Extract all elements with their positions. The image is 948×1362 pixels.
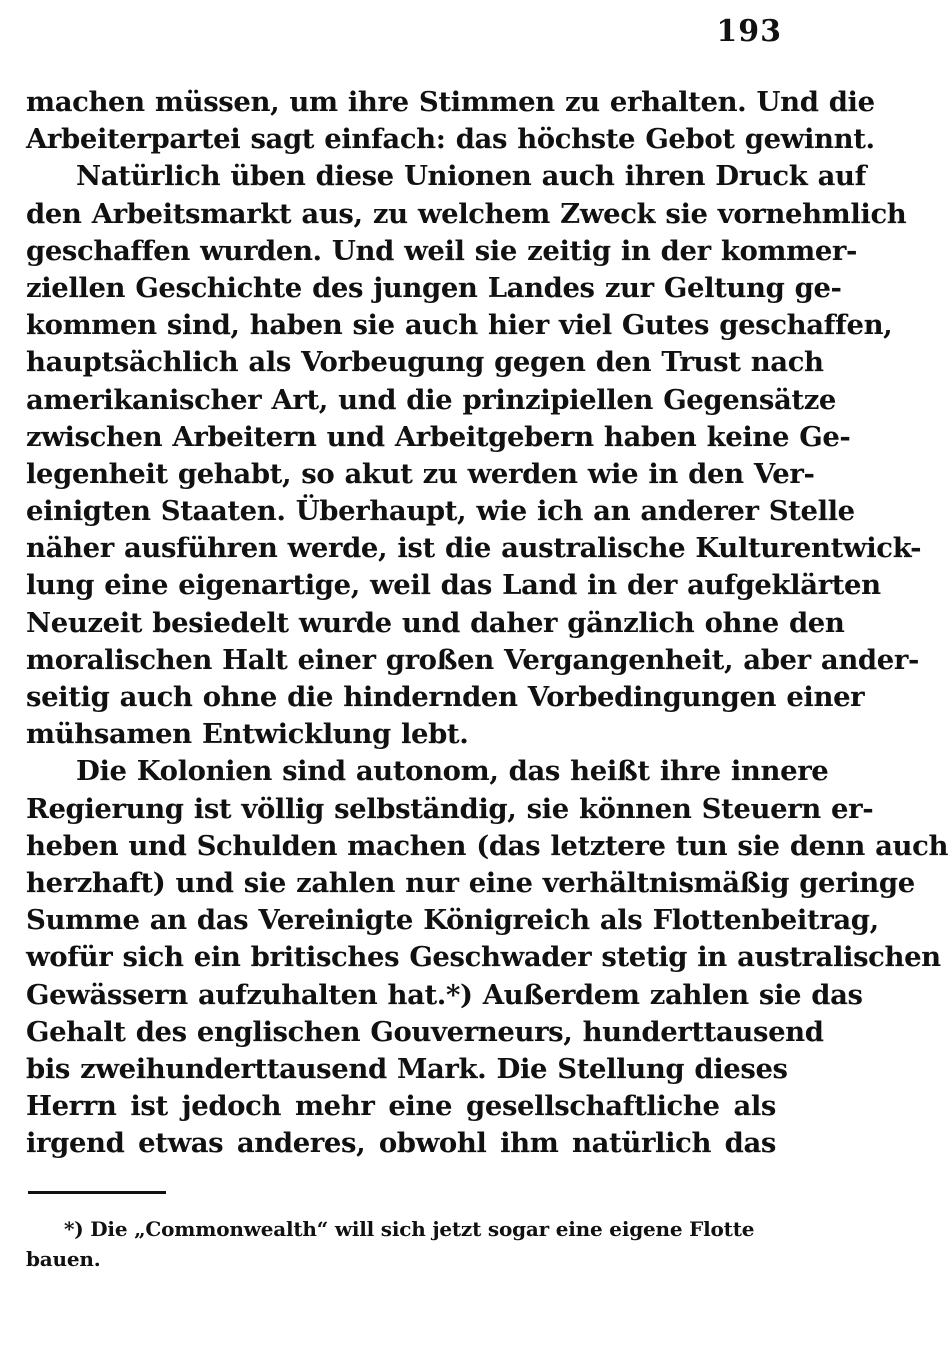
text-line: einigten Staaten. Überhaupt, wie ich an anderer Stelle: [26, 495, 855, 528]
text-line: Regierung ist völlig selbständig, sie können Steuern er-: [26, 792, 874, 825]
text-line: Gewässern aufzuhalten hat.*) Außerdem zahlen sie das: [26, 978, 863, 1011]
text-line: lung eine eigenartige, weil das Land in der aufgeklärten: [26, 569, 881, 602]
text-line: seitig auch ohne die hindernden Vorbedingungen einer: [26, 681, 865, 713]
text-line: legenheit gehabt, so akut zu werden wie in den Ver-: [26, 457, 815, 490]
text-line: den Arbeitsmarkt aus, zu welchem Zweck sie vornehmlich: [26, 197, 907, 230]
text-line: zwischen Arbeitern und Arbeitgebern haben keine Ge-: [26, 420, 851, 453]
text-line: Natürlich üben diese Unionen auch ihren Druck auf: [76, 160, 867, 193]
footnote-line: *) Die „Commonwealth“ will sich jetzt sogar eine eigene Flotte: [64, 1217, 755, 1241]
text-line: mühsamen Entwicklung lebt.: [26, 718, 469, 751]
text-line: ziellen Geschichte des jungen Landes zur Geltung ge-: [26, 271, 842, 304]
text-line: näher ausführen werde, ist die australische Kulturentwick-: [26, 532, 922, 565]
text-line: Herrn ist jedoch mehr eine gesellschaftliche als: [26, 1090, 776, 1123]
text-line: bis zweihunderttausend Mark. Die Stellung dieses: [26, 1052, 788, 1085]
text-line: hauptsächlich als Vorbeugung gegen den Trust nach: [26, 346, 824, 379]
footnote-separator: [28, 1191, 166, 1194]
text-line: Gehalt des englischen Gouverneurs, hunderttausend: [26, 1015, 824, 1048]
page-number: 193: [716, 14, 782, 49]
text-line: Die Kolonien sind autonom, das heißt ihre innere: [76, 755, 829, 788]
text-line: amerikanischer Art, und die prinzipiellen Gegensätze: [26, 383, 837, 416]
text-line: machen müssen, um ihre Stimmen zu erhalten. Und die: [26, 86, 875, 118]
text-line: geschaffen wurden. Und weil sie zeitig in der kommer-: [26, 234, 858, 267]
text-line: Arbeiterpartei sagt einfach: das höchste Gebot gewinnt.: [26, 123, 875, 156]
text-line: herzhaft) und sie zahlen nur eine verhältnismäßig geringe: [26, 866, 915, 899]
text-line: Summe an das Vereinigte Königreich als Flottenbeitrag,: [26, 904, 879, 937]
body-text: [26, 84, 948, 1162]
text-line: wofür sich ein britisches Geschwader stetig in australischen: [26, 941, 941, 974]
footnote-line: bauen.: [26, 1247, 101, 1271]
text-line: moralischen Halt einer großen Vergangenheit, aber ander-: [26, 643, 919, 676]
footnote: [26, 1214, 770, 1274]
text-line: heben und Schulden machen (das letztere tun sie denn auch: [26, 829, 948, 862]
text-line: kommen sind, haben sie auch hier viel Gutes geschaffen,: [26, 309, 893, 342]
text-line: irgend etwas anderes, obwohl ihm natürlich das: [26, 1127, 776, 1160]
text-line: Neuzeit besiedelt wurde und daher gänzlich ohne den: [26, 606, 845, 639]
